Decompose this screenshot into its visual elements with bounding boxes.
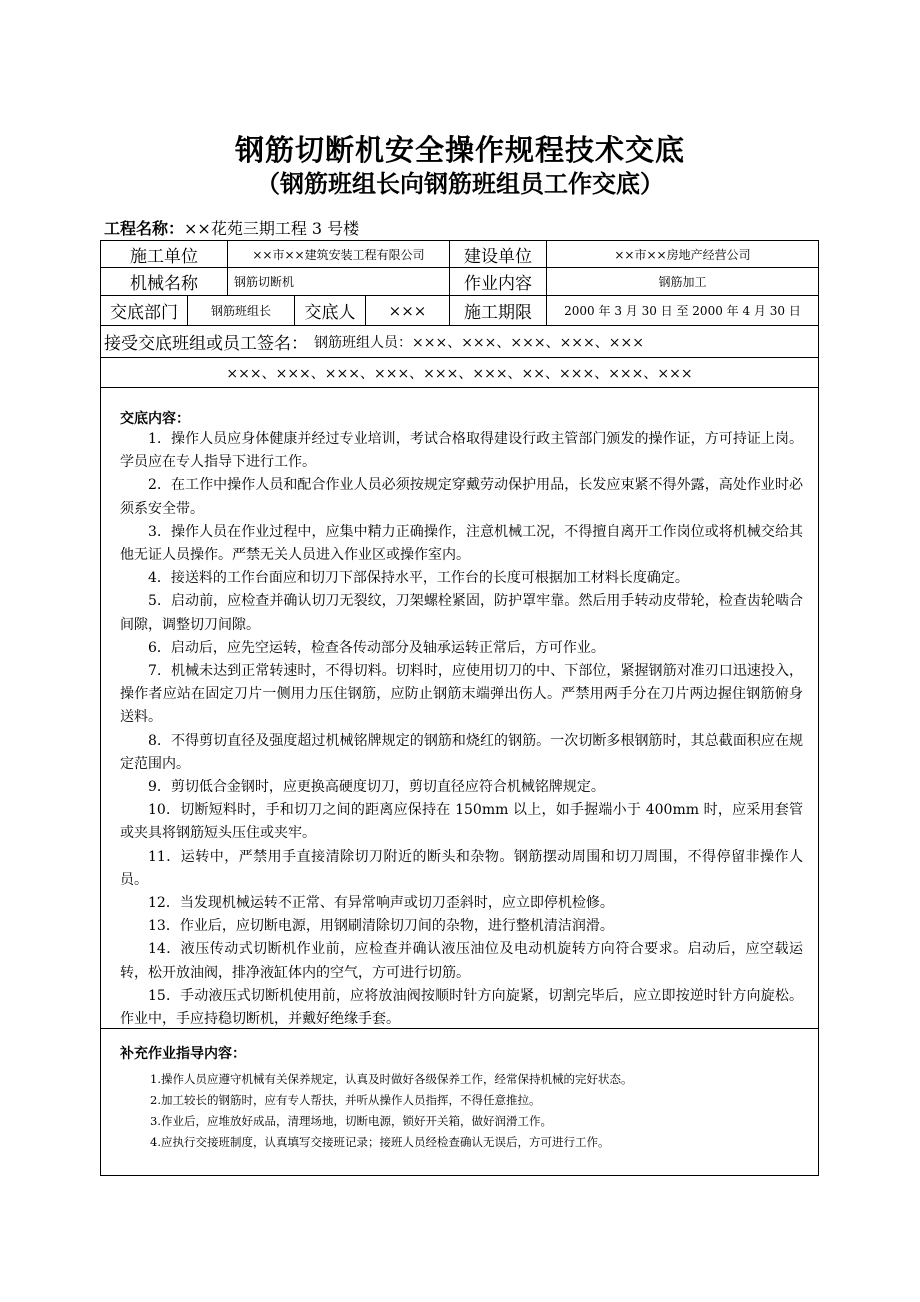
content-item: 2．在工作中操作人员和配合作业人员必须按规定穿戴劳动保护用品，长发应束紧不得外露，高处作业时必须系安全带。: [120, 477, 803, 517]
dept-label: 交底部门: [100, 295, 188, 326]
supplement-heading: 补充作业指导内容：: [120, 1046, 246, 1062]
signature-members: 钢筋班组人员：×××、×××、×××、×××、×××: [314, 334, 644, 351]
content-item: 9．剪切低合金钢时，应更换高硬度切刀，剪切直径应符合机械铭牌规定。: [148, 779, 605, 796]
content-item: 14．液压传动式切断机作业前，应检查并确认液压油位及电动机旋转方向符合要求。启动后，应空载运转，松开放油阀，排净液缸体内的空气，方可进行切筋。: [120, 941, 803, 981]
period-label: 施工期限: [449, 295, 547, 326]
content-item: 3．操作人员在作业过程中，应集中精力正确操作，注意机械工况，不得擅自离开工作岗位或将机械交给其他无证人员操作。严禁无关人员进入作业区或操作室内。: [120, 523, 803, 564]
supplement-list: [150, 1069, 810, 1153]
project-name-line: [104, 216, 359, 239]
disclosure-content-box: [100, 387, 819, 1029]
supplement-box: [100, 1029, 819, 1176]
period-value: 2000 年 3 月 30 日 至 2000 年 4 月 30 日: [546, 295, 819, 326]
disclosure-content-list: [120, 428, 803, 1031]
content-item: 15．手动液压式切断机使用前，应将放油阀按顺时针方向旋紧，切割完毕后，应立即按逆时针方向旋松。作业中，手应持稳切断机，并戴好绝缘手套。: [120, 987, 803, 1028]
project-name-label: 工程名称：: [104, 219, 185, 238]
content-item: 11．运转中，严禁用手直接清除切刀附近的断头和杂物。钢筋摆动周围和切刀周围，不得停留非操作人员。: [120, 848, 803, 888]
document-subtitle: （钢筋班组长向钢筋班组员工作交底）: [256, 170, 664, 198]
machine-name-label: 机械名称: [100, 267, 228, 296]
content-item: 7．机械未达到正常转速时，不得切料。切料时，应使用切刀的中、下部位，紧握钢筋对准刃口迅速投入，操作者应站在固定刀片一侧用力压住钢筋，应防止钢筋末端弹出伤人。严禁用两手分在刀片两边握住钢筋俯身送料。: [120, 663, 803, 726]
machine-name-value: 钢筋切断机: [227, 267, 450, 296]
signature-row: [100, 325, 819, 358]
work-content-label: 作业内容: [449, 267, 547, 296]
signature-members-row2: ×××、×××、×××、×××、×××、×××、××、×××、×××、×××: [100, 357, 819, 388]
content-item: 10．切断短料时，手和切刀之间的距离应保持在 150mm 以上，如手握端小于 400mm 时，应采用套管或夹具将钢筋短头压住或夹牢。: [120, 802, 803, 842]
content-item: 8．不得剪切直径及强度超过机械铭牌规定的钢筋和烧红的钢筋。一次切断多根钢筋时，其总截面积应在规定范围内。: [120, 732, 803, 772]
work-content-value: 钢筋加工: [546, 267, 819, 296]
content-item: 4．接送料的工作台面应和切刀下部保持水平，工作台的长度可根据加工材料长度确定。: [148, 570, 689, 587]
project-name-value: ××花苑三期工程 3 号楼: [184, 219, 360, 238]
signature-label: 接受交底班组或员工签名：: [104, 334, 308, 354]
supplement-item: 1.操作人员应遵守机械有关保养规定，认真及时做好各级保养工作，经常保持机械的完好状态。: [150, 1072, 633, 1086]
supplement-item: 3.作业后，应堆放好成品，清理场地，切断电源，锁好开关箱，做好润滑工作。: [150, 1114, 552, 1128]
person-label: 交底人: [294, 295, 366, 326]
dept-value: 钢筋班组长: [187, 295, 295, 326]
disclosure-content-heading: 交底内容：: [120, 411, 190, 427]
content-item: 5．启动前，应检查并确认切刀无裂纹，刀架螺栓紧固，防护罩牢靠。然后用手转动皮带轮，检查齿轮啮合间隙，调整切刀间隙。: [120, 593, 803, 633]
content-item: 6．启动后，应先空运转，检查各传动部分及轴承运转正常后，方可作业。: [148, 639, 605, 656]
construction-unit-value: ××市××建筑安装工程有限公司: [227, 240, 450, 268]
document-title: 钢筋切断机安全操作规程技术交底: [234, 133, 685, 167]
content-item: 12．当发现机械运转不正常、有异常响声或切刀歪斜时，应立即停机检修。: [148, 895, 614, 912]
content-item: 13．作业后，应切断电源，用钢刷清除切刀间的杂物，进行整机清洁润滑。: [148, 918, 614, 935]
builder-unit-label: 建设单位: [449, 240, 547, 268]
builder-unit-value: ××市××房地产经营公司: [546, 240, 819, 268]
supplement-item: 2.加工较长的钢筋时，应有专人帮扶，并听从操作人员指挥，不得任意推拉。: [150, 1093, 541, 1107]
content-item: 1．操作人员应身体健康并经过专业培训，考试合格取得建设行政主管部门颁发的操作证，方可持证上岗。学员应在专人指导下进行工作。: [120, 431, 803, 471]
supplement-item: 4.应执行交接班制度，认真填写交接班记录；接班人员经检查确认无误后，方可进行工作。: [150, 1135, 610, 1149]
person-value: ×××: [365, 295, 450, 326]
construction-unit-label: 施工单位: [100, 240, 228, 268]
